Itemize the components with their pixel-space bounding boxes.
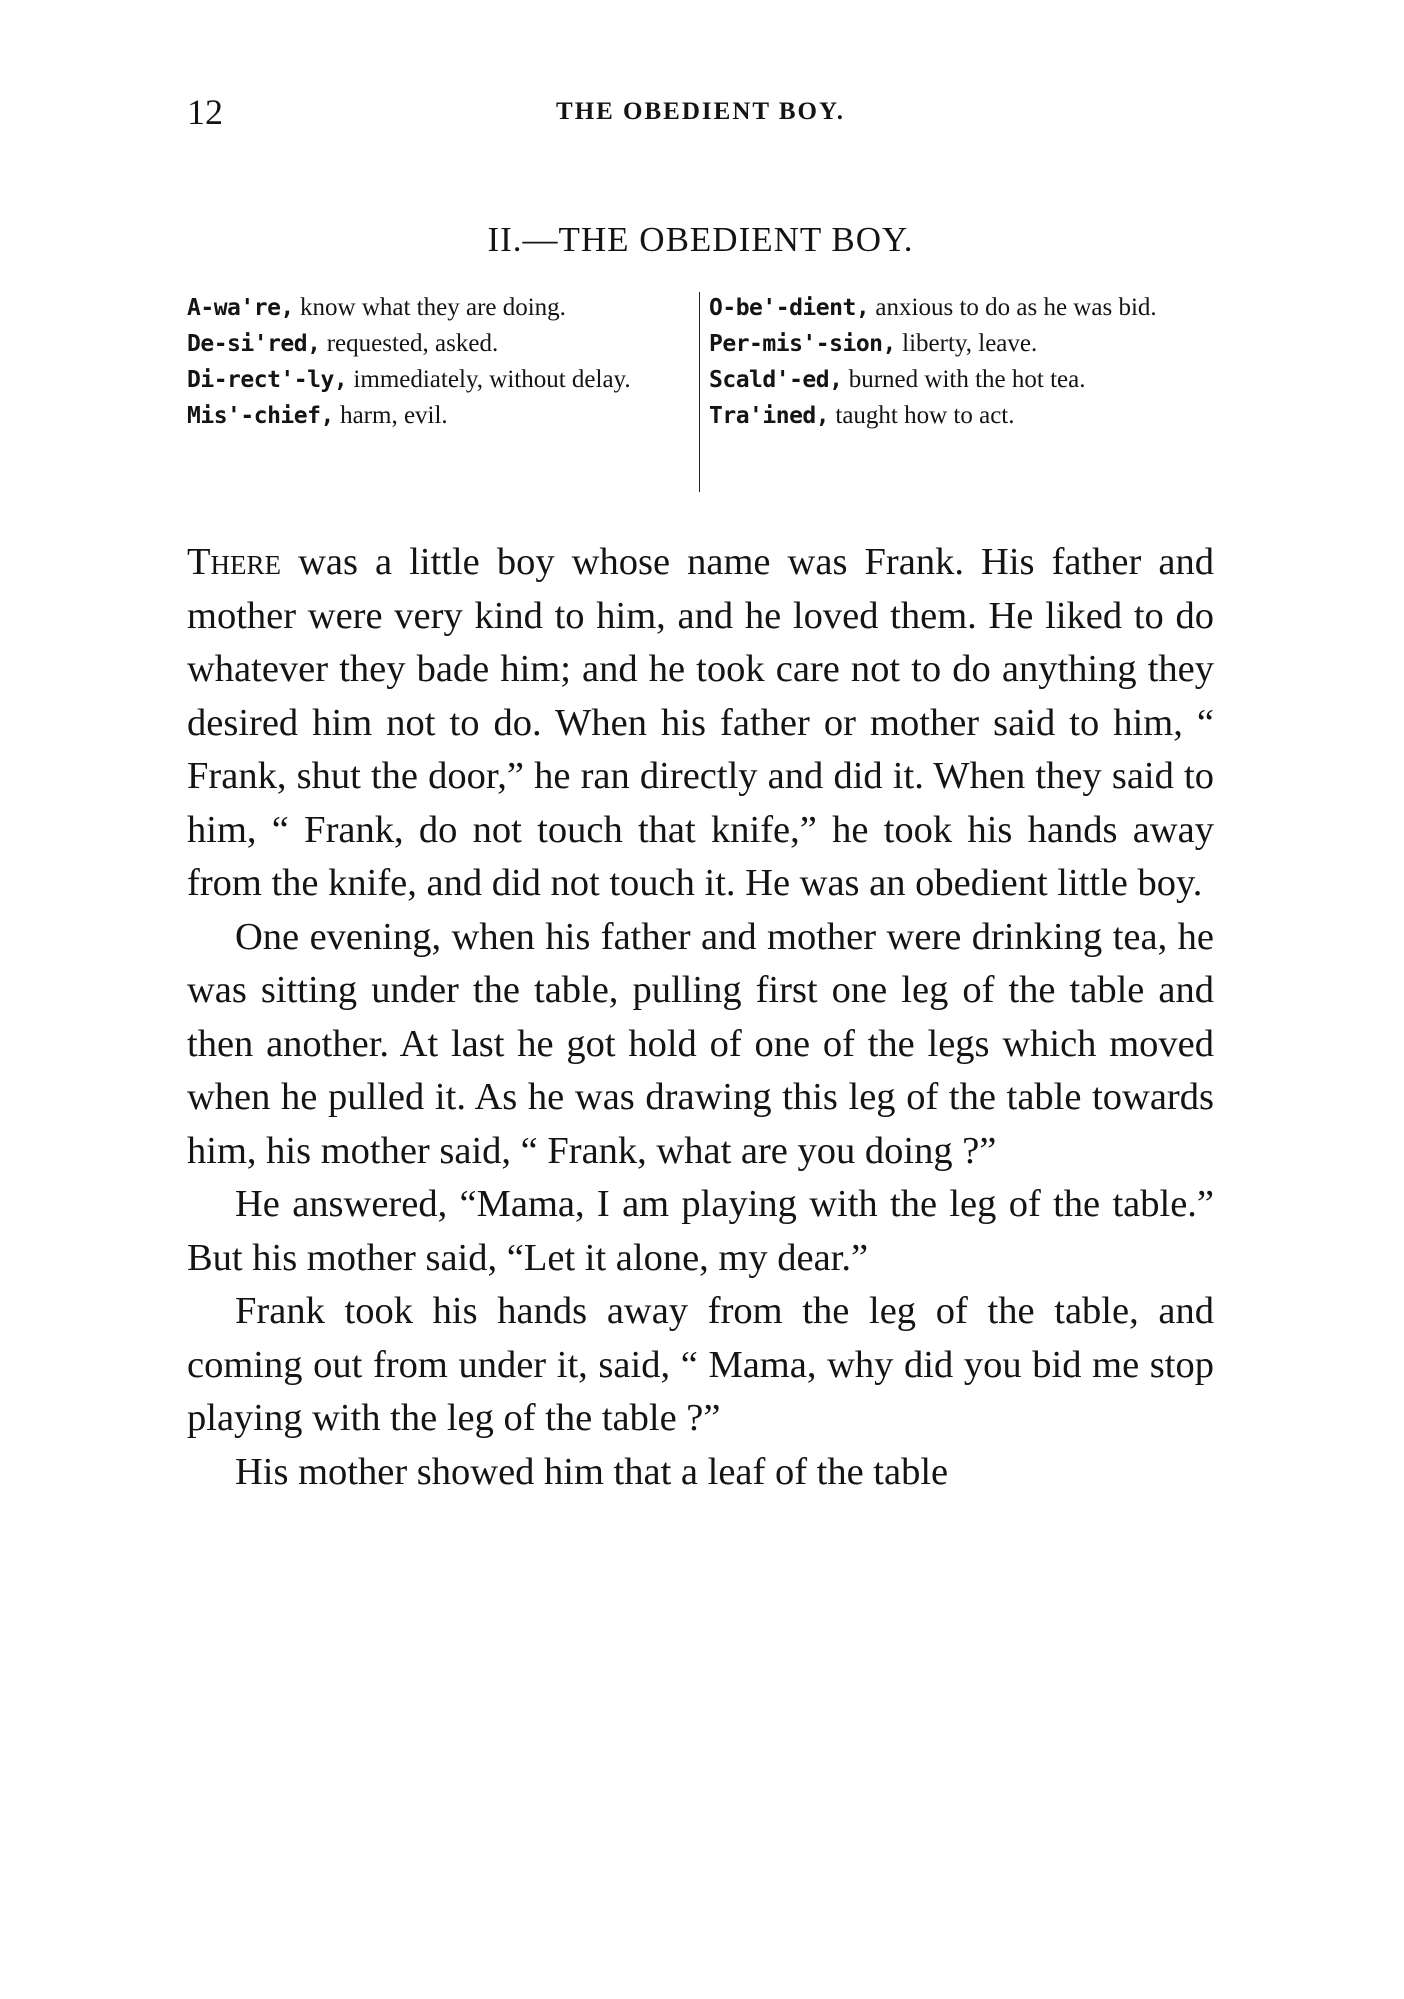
paragraph-lead-word: There bbox=[187, 541, 282, 583]
paragraph: He answered, “Mama, I am playing with the leg of the table.” But his mother said, “Let it alone, my dear.” bbox=[187, 1183, 1214, 1279]
vocabulary-entry bbox=[709, 362, 1214, 398]
vocabulary-word: Di-rect'-ly, bbox=[187, 367, 348, 393]
vocabulary-entry bbox=[187, 362, 692, 398]
vocabulary-divider bbox=[699, 292, 700, 492]
vocabulary-word: O-be'-dient, bbox=[709, 295, 870, 321]
vocabulary-definition: liberty, leave. bbox=[895, 330, 1038, 357]
paragraph: One evening, when his father and mother were drinking tea, he was sitting under the table, pulling first one leg of the table and then another. At last he got hold of one of the legs which moved when he pulled it. As he was drawing this leg of the table towards him, his mother said, “ Frank, what are you doing ?” bbox=[187, 915, 1214, 1172]
vocabulary-entry bbox=[187, 326, 692, 362]
chapter-title: II.—THE OBEDIENT BOY. bbox=[487, 220, 914, 259]
vocabulary-entry bbox=[709, 398, 1214, 434]
page-number: 12 bbox=[187, 92, 223, 132]
paragraph: His mother showed him that a leaf of the table bbox=[235, 1450, 949, 1493]
vocabulary-definition: immediately, without delay. bbox=[347, 366, 631, 393]
vocabulary-column-right bbox=[709, 290, 1214, 434]
vocabulary-word: Scald'-ed, bbox=[709, 367, 843, 393]
vocabulary-entry bbox=[187, 398, 692, 434]
vocabulary-definition: know what they are doing. bbox=[293, 294, 566, 321]
vocabulary-word: De-si'red, bbox=[187, 331, 321, 357]
paragraph bbox=[187, 536, 1214, 911]
vocabulary-entry bbox=[187, 290, 692, 326]
vocabulary-word: Tra'ined, bbox=[709, 403, 830, 429]
vocabulary-definition: requested, asked. bbox=[320, 330, 499, 357]
vocabulary-word: A-wa're, bbox=[187, 295, 294, 321]
vocabulary-entry bbox=[709, 326, 1214, 362]
vocabulary-word: Per-mis'-sion, bbox=[709, 331, 896, 357]
body-text bbox=[187, 536, 1214, 1499]
vocabulary-definition: anxious to do as he was bid. bbox=[869, 294, 1157, 321]
vocabulary-list bbox=[187, 290, 1214, 495]
vocabulary-definition: harm, evil. bbox=[333, 402, 448, 429]
paragraph-text: was a little boy whose name was Frank. His father and mother were very kind to him, and he loved them. He liked to do whatever they bade him; and he took care not to do anything they desired him not to do. When his father or mother said to him, “ Frank, shut the door,” he ran directly and did it. When they said to him, “ Frank, do not touch that knife,” he took his hands away from the knife, and did not touch it. He was an obedient little boy. bbox=[187, 541, 1214, 904]
vocabulary-word: Mis'-chief, bbox=[187, 403, 334, 429]
paragraph: Frank took his hands away from the leg of the table, and coming out from under it, said, “ Mama, why did you bid me stop playing with the leg of the table ?” bbox=[187, 1290, 1214, 1439]
vocabulary-definition: taught how to act. bbox=[829, 402, 1015, 429]
running-head: THE OBEDIENT BOY. bbox=[556, 98, 845, 125]
vocabulary-definition: burned with the hot tea. bbox=[842, 366, 1086, 393]
vocabulary-entry bbox=[709, 290, 1214, 326]
vocabulary-column-left bbox=[187, 290, 692, 434]
page-header bbox=[187, 92, 1214, 132]
